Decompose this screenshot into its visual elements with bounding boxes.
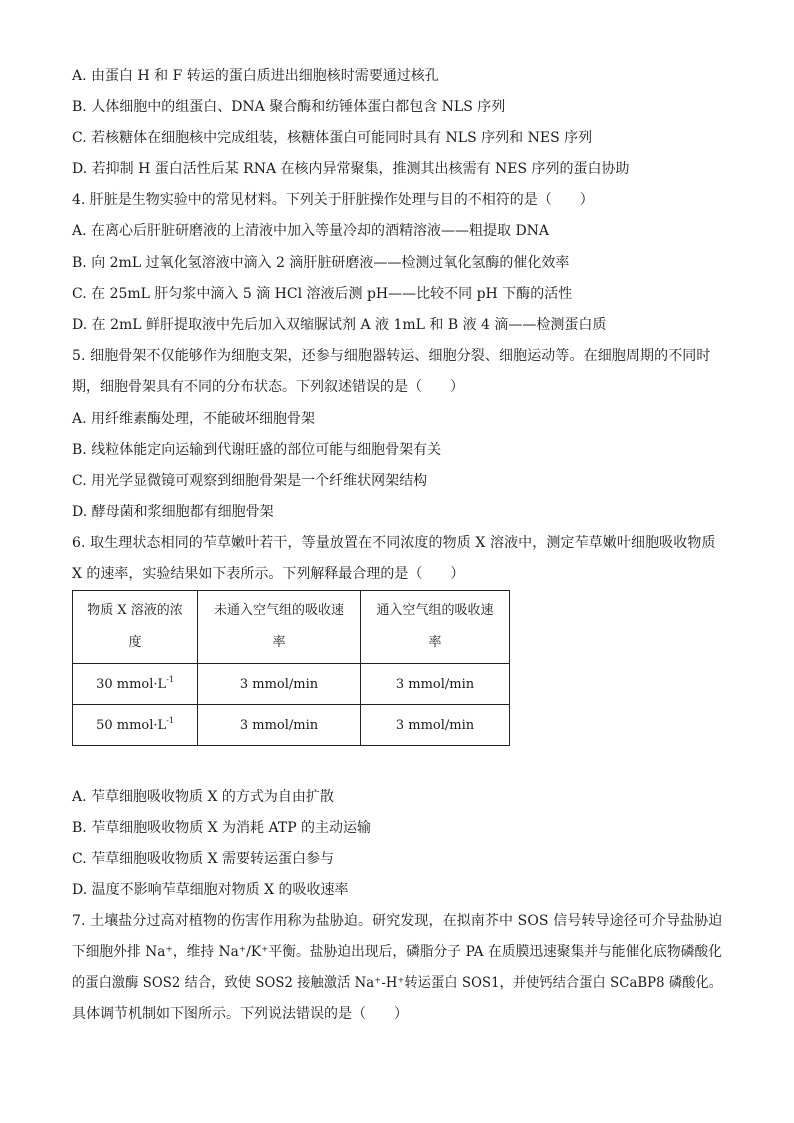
table-header-cell [361,591,510,664]
cell-text: 30 mmol·L [96,676,167,692]
q6-stem-line1: 6. 取生理状态相同的苲草嫩叶若干，等量放置在不同浓度的物质 X 溶液中，测定苲草嫩叶细胞吸收物质 [72,535,716,551]
table-header-cell [73,591,198,664]
q3-option-b: B. 人体细胞中的组蛋白、DNA 聚合酶和纺锤体蛋白都包含 NLS 序列 [72,99,506,115]
q7-line4: 具体调节机制如下图所示。下列说法错误的是（ ） [72,1006,408,1022]
q5-option-c: C. 用光学显微镜可观察到细胞骨架是一个纤维状网架结构 [72,473,428,489]
q5-option-d: D. 酵母菌和浆细胞都有细胞骨架 [72,504,274,520]
superscript: -1 [166,715,174,725]
table-header-row [73,591,510,664]
q3-option-d: D. 若抑制 H 蛋白活性后某 RNA 在核内异常聚集，推测其出核需有 NES 序列的蛋白协助 [72,161,630,177]
q7-line1: 7. 土壤盐分过高对植物的伤害作用称为盐胁迫。研究发现，在拟南芥中 SOS 信号转导途径可介导盐胁迫 [72,913,723,929]
table-cell: 3 mmol/min [198,705,361,746]
header-text: 通入空气组的吸收速 [376,603,494,618]
q6-option-d: D. 温度不影响苲草细胞对物质 X 的吸收速率 [72,882,349,898]
q7-line3: 的蛋白激酶 SOS2 结合，致使 SOS2 接触激活 Na⁺-H⁺转运蛋白 SOS1，并使钙结合蛋白 SCaBP8 磷酸化。 [72,975,723,991]
header-text: 未通入空气组的吸收速 [213,603,344,618]
q4-option-d: D. 在 2mL 鲜肝提取液中先后加入双缩脲试剂 A 液 1mL 和 B 液 4 滴——检测蛋白质 [72,317,607,333]
q5-option-b: B. 线粒体能定向运输到代谢旺盛的部位可能与细胞骨架有关 [72,442,442,458]
header-text: 物质 X 溶液的浓 [87,603,183,618]
table-cell [73,664,198,705]
q4-option-c: C. 在 25mL 肝匀浆中滴入 5 滴 HCl 溶液后测 pH——比较不同 pH 下酶的活性 [72,286,573,302]
table-header-cell [198,591,361,664]
q6-option-c: C. 苲草细胞吸收物质 X 需要转运蛋白参与 [72,851,334,867]
results-table [72,590,510,746]
q4-stem: 4. 肝脏是生物实验中的常见材料。下列关于肝脏操作处理与目的不相符的是（ ） [72,192,594,208]
table-cell: 3 mmol/min [198,664,361,705]
table-cell [73,705,198,746]
q5-option-a: A. 用纤维素酶处理，不能破坏细胞骨架 [72,411,316,427]
header-text: 度 [128,635,142,650]
header-text: 率 [428,635,442,650]
q3-option-c: C. 若核糖体在细胞核中完成组装，核糖体蛋白可能同时具有 NLS 序列和 NES 序列 [72,130,593,146]
q7-line2: 下细胞外排 Na⁺，维持 Na⁺/K⁺平衡。盐胁迫出现后，磷脂分子 PA 在质膜迅速聚集并与能催化底物磷酸化 [72,944,723,960]
cell-text: 50 mmol·L [96,717,167,733]
q5-stem-line1: 5. 细胞骨架不仅能够作为细胞支架，还参与细胞器转运、细胞分裂、细胞运动等。在细胞周期的不同时 [72,348,711,364]
table-cell: 3 mmol/min [361,664,510,705]
q3-option-a: A. 由蛋白 H 和 F 转运的蛋白质进出细胞核时需要通过核孔 [72,68,439,84]
superscript: -1 [166,674,174,684]
q4-option-b: B. 向 2mL 过氧化氢溶液中滴入 2 滴肝脏研磨液——检测过氧化氢酶的催化效率 [72,255,570,271]
header-text: 率 [272,635,286,650]
q5-stem-line2: 期，细胞骨架具有不同的分布状态。下列叙述错误的是（ ） [72,379,464,395]
q6-option-a: A. 苲草细胞吸收物质 X 的方式为自由扩散 [72,789,334,805]
q6-stem-line2: X 的速率，实验结果如下表所示。下列解释最合理的是（ ） [72,566,465,582]
table-cell: 3 mmol/min [361,705,510,746]
q6-option-b: B. 苲草细胞吸收物质 X 为消耗 ATP 的主动运输 [72,820,372,836]
table-row [73,664,510,705]
q4-option-a: A. 在离心后肝脏研磨液的上清液中加入等量冷却的酒精溶液——粗提取 DNA [72,223,550,239]
table-row [73,705,510,746]
